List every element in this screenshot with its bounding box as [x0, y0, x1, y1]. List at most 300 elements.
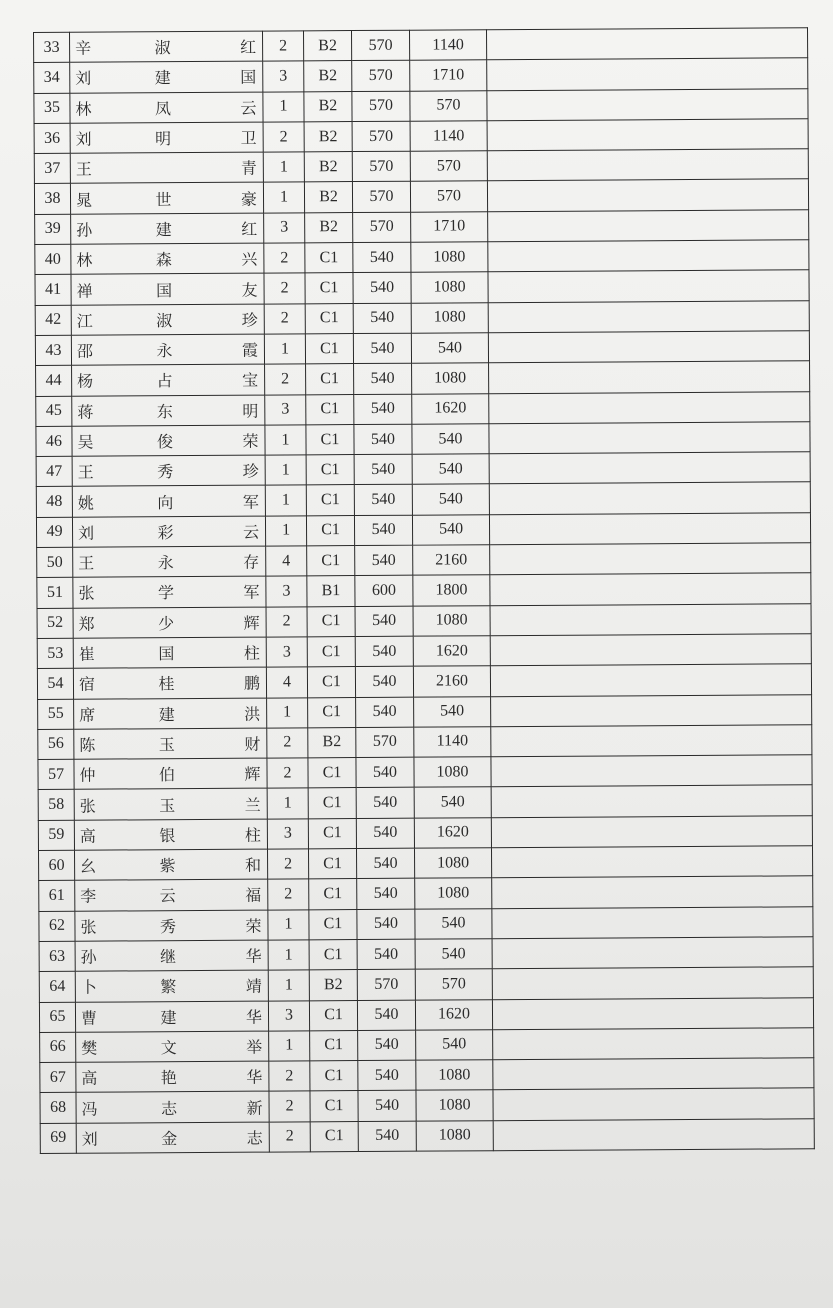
total-cell: 540	[416, 1030, 493, 1061]
row-number-cell: 33	[34, 32, 70, 63]
name-char: 兴	[241, 249, 258, 269]
name-cell	[72, 364, 265, 395]
total-cell: 1620	[414, 817, 491, 848]
name-char: 宿	[78, 675, 96, 695]
quantity-cell: 1	[267, 697, 308, 728]
price-cell: 540	[355, 545, 413, 576]
row-number-cell: 47	[36, 456, 72, 487]
notes-cell	[491, 815, 812, 847]
name-char: 郑	[78, 614, 95, 634]
notes-cell	[490, 634, 811, 666]
name-char: 繁	[160, 977, 177, 997]
notes-cell	[487, 119, 808, 151]
name-char: 珍	[242, 461, 259, 482]
name-char: 艳	[160, 1068, 177, 1088]
price-cell: 540	[357, 909, 415, 940]
notes-cell	[489, 482, 810, 514]
name-char: 刘	[77, 523, 95, 543]
price-cell: 540	[356, 848, 414, 879]
table-row	[38, 694, 812, 729]
name-cell	[74, 698, 267, 729]
grade-cell: C1	[308, 849, 356, 880]
name-char: 凤	[154, 98, 172, 118]
name-char: 华	[245, 1007, 263, 1027]
quantity-cell: 1	[268, 940, 309, 971]
grade-cell: C1	[309, 909, 357, 940]
price-cell: 540	[356, 757, 414, 788]
grade-cell: B2	[309, 970, 357, 1001]
name-char: 豪	[240, 189, 258, 209]
notes-cell	[490, 603, 811, 635]
row-number-cell: 61	[39, 881, 75, 912]
quantity-cell: 1	[268, 909, 309, 940]
name-char: 仲	[79, 765, 96, 785]
name-char: 建	[158, 704, 175, 724]
price-cell: 540	[356, 788, 414, 819]
row-number-cell: 42	[35, 305, 71, 336]
name-chars	[76, 1004, 268, 1028]
grade-cell: C1	[306, 515, 354, 546]
name-char: 李	[80, 887, 97, 907]
price-cell: 540	[353, 333, 411, 364]
name-char: 建	[155, 220, 172, 240]
name-char: 银	[159, 826, 176, 846]
notes-cell	[489, 391, 810, 423]
name-char: 举	[246, 1037, 263, 1057]
name-char: 少	[158, 613, 175, 634]
table-row	[40, 1118, 814, 1153]
quantity-cell: 3	[267, 819, 308, 850]
name-char: 云	[242, 522, 260, 542]
price-cell: 540	[358, 1121, 416, 1152]
table-row	[34, 179, 808, 214]
table-row	[37, 634, 811, 669]
name-chars	[75, 792, 267, 816]
grade-cell: C1	[305, 273, 353, 304]
notes-cell	[486, 28, 807, 60]
name-cell	[72, 425, 265, 456]
name-cell	[75, 879, 268, 910]
name-cell	[76, 1031, 269, 1062]
name-char: 高	[81, 1068, 98, 1088]
price-cell: 540	[356, 697, 414, 728]
row-number-cell: 36	[34, 123, 70, 154]
price-cell: 540	[357, 878, 415, 909]
row-number-cell: 52	[37, 608, 73, 639]
row-number-cell: 64	[39, 971, 75, 1002]
notes-cell	[490, 664, 811, 696]
name-cell	[74, 728, 267, 759]
notes-cell	[489, 422, 810, 454]
row-number-cell: 49	[36, 517, 72, 548]
table-row	[39, 906, 813, 941]
name-char: 建	[154, 68, 171, 88]
quantity-cell: 3	[268, 1000, 309, 1031]
name-cell	[75, 1001, 268, 1032]
roster-table	[33, 27, 815, 1154]
grade-cell: B2	[304, 121, 352, 152]
row-number-cell: 35	[34, 93, 70, 124]
notes-cell	[489, 452, 810, 484]
row-number-cell: 65	[39, 1002, 75, 1033]
quantity-cell: 1	[265, 516, 306, 547]
quantity-cell: 1	[263, 91, 304, 122]
notes-cell	[493, 1088, 814, 1120]
name-char: 红	[241, 219, 258, 239]
price-cell: 540	[354, 424, 412, 455]
name-char: 财	[244, 734, 261, 754]
grade-cell: C1	[305, 303, 353, 334]
name-char: 新	[246, 1098, 263, 1118]
total-cell: 1080	[411, 302, 488, 333]
name-char: 孙	[76, 220, 93, 240]
name-cell	[70, 31, 263, 62]
name-chars	[74, 701, 266, 725]
name-cell	[70, 183, 263, 214]
quantity-cell: 2	[264, 243, 305, 274]
name-char: 俊	[156, 432, 174, 452]
table-row	[39, 967, 813, 1002]
total-cell: 2160	[413, 545, 490, 576]
row-number-cell: 55	[38, 699, 74, 730]
name-char: 王	[78, 553, 95, 573]
name-char: 军	[242, 492, 259, 512]
name-char: 晁	[75, 190, 93, 210]
name-char: 孙	[80, 947, 97, 967]
price-cell: 570	[357, 969, 415, 1000]
price-cell: 540	[355, 666, 413, 697]
name-chars	[73, 519, 265, 543]
price-cell: 540	[357, 1000, 415, 1031]
name-cell	[76, 1061, 269, 1092]
grade-cell: C1	[308, 788, 356, 819]
total-cell: 540	[412, 424, 489, 455]
quantity-cell: 1	[263, 152, 304, 183]
grade-cell: C1	[306, 424, 354, 455]
table-row	[38, 785, 812, 820]
name-char: 鹏	[243, 674, 261, 694]
name-char: 友	[241, 280, 258, 300]
name-chars	[76, 1035, 268, 1059]
notes-cell	[488, 331, 809, 363]
total-cell: 1620	[413, 636, 490, 667]
name-cell	[72, 516, 265, 547]
row-number-cell: 34	[34, 63, 70, 94]
grade-cell: C1	[307, 667, 355, 698]
price-cell: 540	[354, 394, 412, 425]
name-char: 秀	[159, 916, 177, 936]
notes-cell	[488, 240, 809, 272]
notes-cell	[492, 906, 813, 938]
total-cell: 570	[410, 181, 487, 212]
total-cell: 570	[415, 969, 492, 1000]
grade-cell: C1	[306, 394, 354, 425]
price-cell: 570	[352, 182, 410, 213]
grade-cell: C1	[306, 455, 354, 486]
name-chars	[70, 35, 262, 59]
price-cell: 570	[352, 121, 410, 152]
total-cell: 540	[412, 484, 489, 515]
price-cell: 600	[355, 576, 413, 607]
quantity-cell: 2	[265, 364, 306, 395]
price-cell: 540	[357, 939, 415, 970]
price-cell: 540	[353, 242, 411, 273]
row-number-cell: 51	[37, 578, 73, 609]
row-number-cell: 59	[38, 820, 74, 851]
table-row	[35, 240, 809, 275]
notes-cell	[490, 573, 811, 605]
quantity-cell: 3	[265, 394, 306, 425]
name-char: 占	[156, 371, 173, 391]
name-char: 云	[240, 98, 257, 118]
name-chars	[76, 1065, 268, 1089]
table-row	[34, 28, 808, 63]
row-number-cell: 44	[36, 366, 72, 397]
row-number-cell: 54	[37, 668, 73, 699]
total-cell: 1620	[415, 999, 492, 1030]
name-chars	[72, 338, 264, 362]
name-chars	[71, 126, 263, 150]
quantity-cell: 2	[266, 606, 307, 637]
name-char: 军	[243, 583, 260, 603]
total-cell: 540	[411, 333, 488, 364]
name-char: 学	[157, 583, 174, 603]
quantity-cell: 1	[267, 788, 308, 819]
grade-cell: C1	[308, 818, 356, 849]
total-cell: 1080	[414, 848, 491, 879]
table-row	[36, 391, 810, 426]
name-chars	[75, 913, 267, 937]
name-cell	[73, 607, 266, 638]
name-char: 江	[76, 311, 93, 331]
grade-cell: C1	[309, 879, 357, 910]
table-row	[37, 603, 811, 638]
row-number-cell: 69	[40, 1123, 76, 1154]
total-cell: 540	[415, 939, 492, 970]
name-chars	[76, 944, 268, 968]
name-char: 靖	[245, 976, 262, 997]
grade-cell: C1	[305, 334, 353, 365]
total-cell: 1080	[411, 272, 488, 303]
table-row	[40, 1058, 814, 1093]
name-char: 淑	[156, 310, 173, 331]
price-cell: 540	[354, 515, 412, 546]
table-row	[34, 58, 808, 93]
name-char: 明	[155, 129, 172, 149]
table-row	[39, 876, 813, 911]
quantity-cell: 1	[269, 1031, 310, 1062]
total-cell: 1080	[414, 757, 491, 788]
name-char: 明	[242, 401, 259, 421]
row-number-cell: 38	[34, 184, 70, 215]
notes-cell	[491, 694, 812, 726]
name-cell	[75, 970, 268, 1001]
name-chars	[72, 398, 264, 422]
name-cell	[70, 61, 263, 92]
notes-cell	[488, 270, 809, 302]
name-char: 禅	[76, 281, 93, 301]
table-row	[37, 573, 811, 608]
price-cell: 540	[358, 1030, 416, 1061]
name-char: 世	[155, 189, 172, 209]
notes-cell	[487, 179, 808, 211]
quantity-cell: 4	[266, 546, 307, 577]
table-row	[37, 543, 811, 578]
row-number-cell: 37	[34, 153, 70, 184]
total-cell: 1140	[410, 121, 487, 152]
name-chars	[72, 307, 264, 331]
name-char: 卫	[240, 128, 257, 148]
quantity-cell: 1	[265, 425, 306, 456]
name-chars	[70, 65, 262, 89]
name-char: 姚	[77, 493, 94, 513]
notes-cell	[491, 785, 812, 817]
row-number-cell: 45	[36, 396, 72, 427]
name-char: 宝	[242, 371, 259, 391]
grade-cell: C1	[307, 636, 355, 667]
name-chars	[71, 186, 263, 210]
name-char: 云	[159, 886, 176, 906]
name-char: 王	[77, 462, 94, 483]
table-row	[38, 725, 812, 760]
name-chars	[77, 1125, 269, 1149]
table-row	[40, 1028, 814, 1063]
price-cell: 540	[356, 818, 414, 849]
total-cell: 540	[415, 908, 492, 939]
name-chars	[75, 822, 267, 846]
grade-cell: C1	[310, 1061, 358, 1092]
row-number-cell: 58	[38, 790, 74, 821]
name-char: 张	[79, 796, 96, 816]
price-cell: 540	[353, 273, 411, 304]
notes-cell	[489, 361, 810, 393]
quantity-cell: 2	[264, 304, 305, 335]
name-cell	[70, 122, 263, 153]
name-cell	[72, 395, 265, 426]
notes-cell	[493, 1058, 814, 1090]
name-char: 荣	[242, 431, 259, 451]
name-cell	[71, 334, 264, 365]
table-row	[39, 997, 813, 1032]
total-cell: 2160	[413, 666, 490, 697]
notes-cell	[487, 88, 808, 120]
name-cell	[71, 213, 264, 244]
notes-cell	[492, 937, 813, 969]
name-char: 杨	[77, 372, 94, 392]
name-char: 永	[157, 553, 174, 573]
row-number-cell: 56	[38, 729, 74, 760]
name-char: 曹	[80, 1008, 98, 1028]
notes-cell	[488, 300, 809, 332]
name-char: 华	[245, 946, 262, 966]
price-cell: 540	[354, 454, 412, 485]
price-cell: 570	[351, 30, 409, 61]
quantity-cell: 2	[267, 728, 308, 759]
grade-cell: C1	[310, 1091, 358, 1122]
name-cell	[70, 92, 263, 123]
name-cell	[73, 667, 266, 698]
notes-cell	[492, 967, 813, 999]
row-number-cell: 62	[39, 911, 75, 942]
table-row	[38, 846, 812, 881]
name-char: 高	[79, 826, 96, 846]
notes-cell	[491, 755, 812, 787]
name-char: 红	[240, 37, 257, 57]
table-row	[34, 149, 808, 184]
name-chars	[74, 610, 266, 634]
total-cell: 1710	[411, 212, 488, 243]
name-chars	[77, 1095, 269, 1119]
price-cell: 540	[353, 303, 411, 334]
name-char: 伯	[158, 765, 176, 785]
table-row	[36, 422, 810, 457]
name-chars	[70, 95, 262, 119]
name-char: 志	[246, 1128, 263, 1148]
name-char: 珍	[241, 310, 258, 330]
name-char: 紫	[159, 856, 176, 876]
notes-cell	[490, 543, 811, 575]
table-row	[36, 361, 810, 396]
table-row	[34, 88, 808, 123]
grade-cell: C1	[305, 243, 353, 274]
quantity-cell: 4	[266, 667, 307, 698]
name-char: 桂	[158, 674, 175, 694]
name-char: 席	[79, 705, 96, 725]
name-chars	[71, 217, 263, 241]
name-cell	[75, 910, 268, 941]
name-char: 邵	[76, 341, 94, 361]
notes-cell	[491, 725, 812, 757]
table-row	[40, 1088, 814, 1123]
total-cell: 570	[410, 151, 487, 182]
price-cell: 570	[352, 151, 410, 182]
row-number-cell: 67	[40, 1062, 76, 1093]
name-char: 张	[80, 917, 97, 937]
notes-cell	[489, 513, 810, 545]
quantity-cell: 3	[266, 637, 307, 668]
name-char: 青	[240, 158, 257, 179]
row-number-cell: 57	[38, 759, 74, 790]
table-row	[34, 119, 808, 154]
table-row	[37, 664, 811, 699]
grade-cell: C1	[310, 1030, 358, 1061]
total-cell: 1080	[411, 242, 488, 273]
name-char: 辛	[75, 38, 92, 58]
grade-cell: C1	[308, 697, 356, 728]
total-cell: 1080	[412, 363, 489, 394]
row-number-cell: 53	[37, 638, 73, 669]
name-chars	[72, 429, 264, 453]
row-number-cell: 43	[35, 335, 71, 366]
row-number-cell: 50	[37, 547, 73, 578]
grade-cell: C1	[306, 485, 354, 516]
quantity-cell: 2	[267, 758, 308, 789]
name-char: 王	[75, 159, 92, 180]
name-char: 文	[160, 1038, 177, 1058]
name-cell	[70, 152, 263, 183]
name-char: 霞	[241, 340, 259, 360]
notes-cell	[493, 1028, 814, 1060]
total-cell: 1140	[409, 30, 486, 61]
quantity-cell: 1	[264, 334, 305, 365]
name-char: 冯	[81, 1099, 98, 1119]
quantity-cell: 3	[263, 61, 304, 92]
name-char: 东	[156, 401, 173, 421]
name-cell	[71, 273, 264, 304]
name-char: 林	[76, 250, 93, 270]
name-char: 森	[155, 250, 172, 270]
name-chars	[76, 974, 268, 998]
